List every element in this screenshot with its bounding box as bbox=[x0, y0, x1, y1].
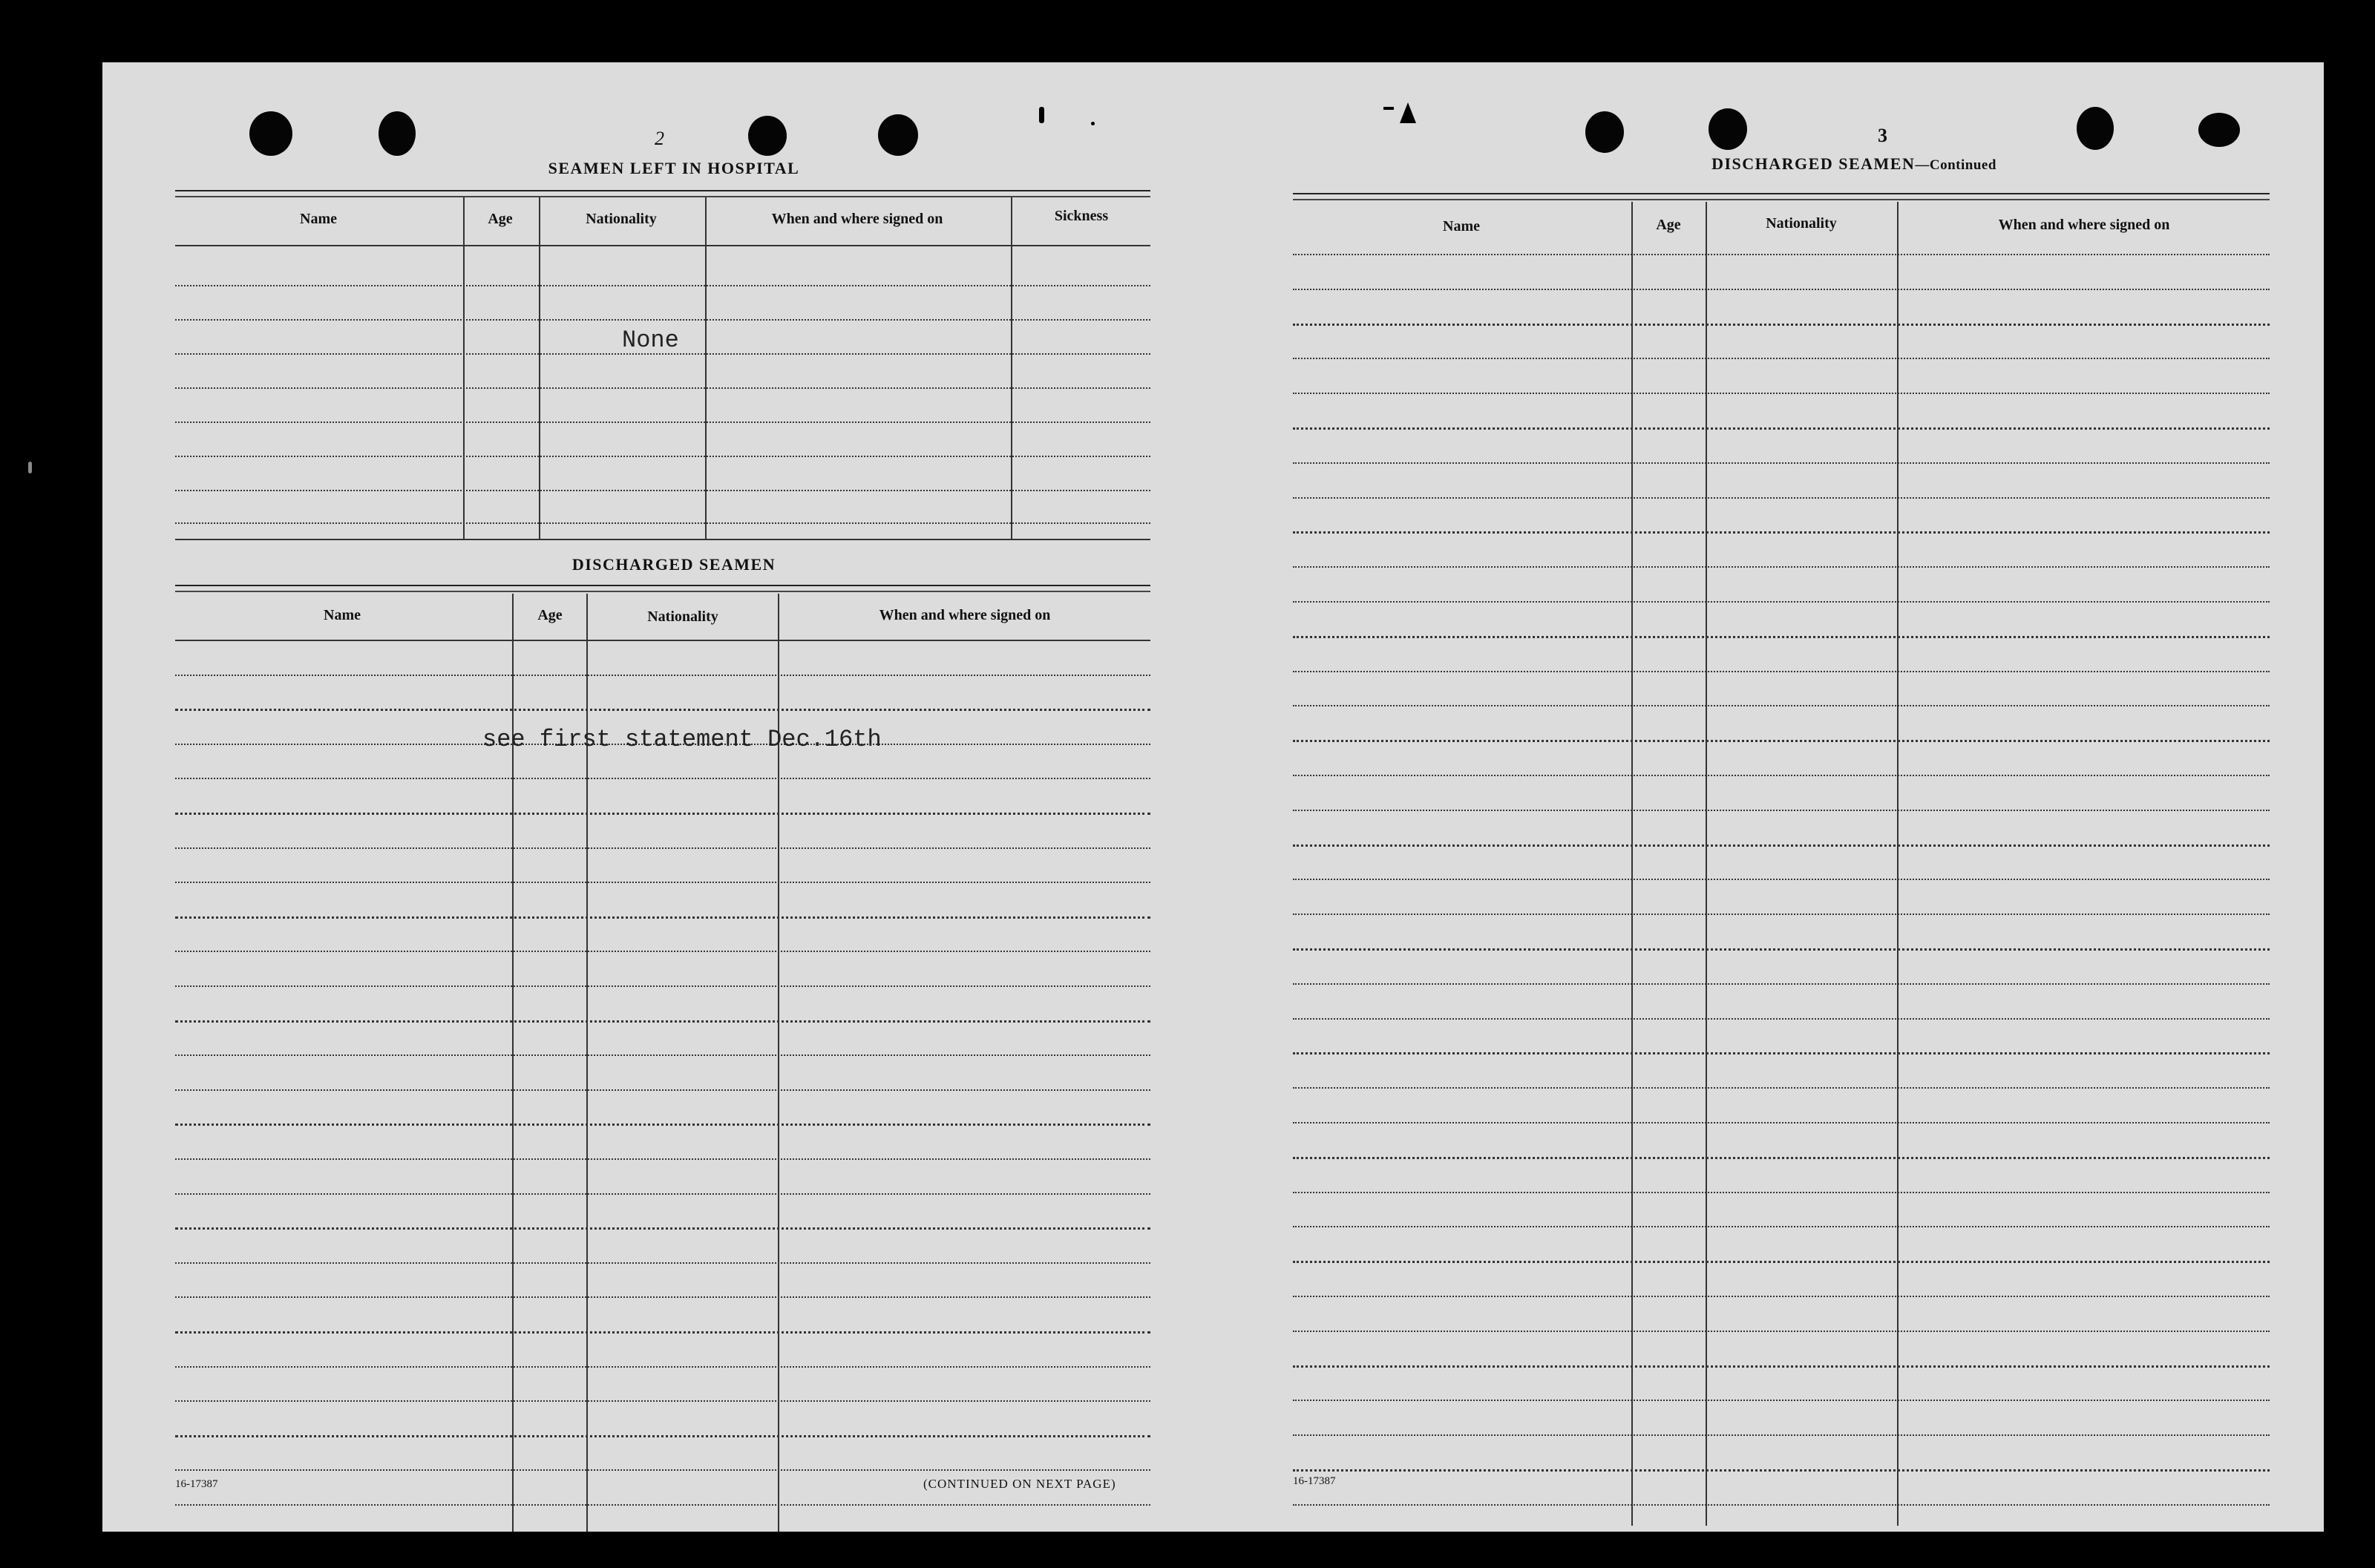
hospital-col-age: Age bbox=[488, 211, 513, 227]
ruled-row-line bbox=[1293, 497, 2270, 499]
hospital-row-line bbox=[175, 490, 1150, 491]
ruled-row-line bbox=[1293, 1365, 2270, 1368]
ruled-row-line bbox=[1293, 393, 2270, 394]
hospital-col-nationality: Nationality bbox=[586, 211, 657, 227]
punch-hole bbox=[2198, 113, 2240, 147]
ruled-row-line bbox=[1293, 671, 2270, 672]
ruled-row-line bbox=[175, 813, 1150, 815]
hospital-bottom-rule bbox=[175, 539, 1150, 540]
punch-hole bbox=[1709, 108, 1747, 150]
title-suffix: —Continued bbox=[1915, 157, 1996, 173]
ruled-row-line bbox=[175, 882, 1150, 883]
ruled-row-line bbox=[175, 1469, 1150, 1471]
ruled-row-line bbox=[1293, 1018, 2270, 1020]
ruled-row-line bbox=[175, 1435, 1150, 1437]
ruled-row-line bbox=[1293, 427, 2270, 430]
discharged-col-nationality: Nationality bbox=[647, 608, 718, 625]
punch-hole bbox=[1585, 111, 1624, 153]
ruled-row-line bbox=[1293, 289, 2270, 290]
form-number: 16-17387 bbox=[1293, 1475, 1336, 1487]
discharged-col-signed-on: When and where signed on bbox=[879, 607, 1051, 623]
hospital-header-rule bbox=[175, 190, 1150, 197]
punch-hole bbox=[878, 114, 918, 156]
ruled-row-line bbox=[175, 1504, 1150, 1506]
ruled-row-line bbox=[1293, 879, 2270, 880]
hospital-row-line bbox=[175, 456, 1150, 457]
ruled-row-line bbox=[1293, 1122, 2270, 1123]
ruled-row-line bbox=[175, 1262, 1150, 1264]
ruled-row-line bbox=[1293, 1504, 2270, 1506]
right-col-signed-on: When and where signed on bbox=[1998, 217, 2170, 233]
ruled-row-line bbox=[1293, 324, 2270, 326]
ruled-row-line bbox=[1293, 462, 2270, 464]
hospital-row-line bbox=[175, 522, 1150, 524]
hospital-row-line bbox=[175, 421, 1150, 423]
discharged-section-title: DISCHARGED SEAMEN bbox=[571, 555, 776, 574]
binding-mark bbox=[1383, 107, 1394, 110]
ruled-row-line bbox=[175, 1193, 1150, 1195]
punch-hole bbox=[249, 111, 292, 156]
ruled-row-line bbox=[175, 778, 1150, 779]
ruled-row-line bbox=[1293, 740, 2270, 742]
ruled-row-line bbox=[1293, 1331, 2270, 1332]
ruled-row-line bbox=[175, 1158, 1150, 1160]
ruled-row-line bbox=[1293, 358, 2270, 359]
hospital-col-signed-on: When and where signed on bbox=[771, 211, 943, 227]
ruled-row-line bbox=[175, 1020, 1150, 1023]
ruled-row-line bbox=[175, 1227, 1150, 1230]
punch-hole bbox=[379, 111, 416, 156]
ruled-row-line bbox=[1293, 1434, 2270, 1436]
ruled-row-line bbox=[1293, 636, 2270, 638]
ruled-row-line bbox=[1293, 913, 2270, 915]
ledger-sheet bbox=[102, 62, 2324, 1532]
binding-mark bbox=[1400, 102, 1416, 123]
hospital-column-divider bbox=[1011, 197, 1012, 539]
title-main: DISCHARGED SEAMEN bbox=[1711, 154, 1916, 173]
ruled-row-line bbox=[1293, 1226, 2270, 1227]
ruled-row-line bbox=[1293, 1400, 2270, 1401]
ruled-row-line bbox=[175, 709, 1150, 711]
hospital-section-title: SEAMEN LEFT IN HOSPITAL bbox=[548, 159, 800, 177]
punch-hole bbox=[2077, 107, 2114, 150]
hospital-col-name: Name bbox=[300, 211, 337, 227]
right-column-divider bbox=[1897, 202, 1899, 1526]
ruled-row-line bbox=[1293, 601, 2270, 603]
right-page bbox=[1223, 62, 2324, 1532]
ruled-row-line bbox=[175, 1296, 1150, 1298]
ruled-row-line bbox=[175, 985, 1150, 987]
ruled-row-line bbox=[175, 1400, 1150, 1402]
discharged-col-age: Age bbox=[537, 607, 563, 623]
hospital-row-line bbox=[175, 387, 1150, 389]
hospital-entry: None bbox=[622, 327, 679, 354]
binding-mark bbox=[1039, 107, 1044, 123]
scan-speck bbox=[28, 462, 32, 473]
punch-hole bbox=[748, 116, 787, 156]
ruled-row-line bbox=[175, 1089, 1150, 1091]
hospital-row-line bbox=[175, 245, 1150, 246]
hospital-row-line bbox=[175, 319, 1150, 321]
ruled-row-line bbox=[175, 675, 1150, 676]
ruled-row-line bbox=[1293, 1157, 2270, 1159]
ruled-row-line bbox=[1293, 775, 2270, 776]
right-col-age: Age bbox=[1656, 217, 1681, 233]
hospital-column-divider bbox=[705, 197, 707, 539]
ruled-row-line bbox=[1293, 566, 2270, 568]
ruled-row-line bbox=[1293, 1261, 2270, 1263]
continued-note: (CONTINUED ON NEXT PAGE) bbox=[923, 1477, 1116, 1491]
binding-mark bbox=[1091, 122, 1095, 125]
right-column-divider bbox=[1631, 202, 1633, 1526]
ruled-row-line bbox=[175, 1123, 1150, 1126]
right-col-name: Name bbox=[1443, 218, 1480, 234]
ruled-row-line bbox=[1293, 948, 2270, 951]
right-column-divider bbox=[1706, 202, 1707, 1526]
page-number: 3 bbox=[1878, 125, 1887, 146]
ruled-row-line bbox=[1293, 254, 2270, 255]
ruled-row-line bbox=[175, 916, 1150, 919]
ruled-row-line bbox=[1293, 983, 2270, 985]
ruled-row-line bbox=[1293, 1296, 2270, 1297]
hospital-row-line bbox=[175, 285, 1150, 286]
discharged-col-name: Name bbox=[324, 607, 361, 623]
hospital-column-divider bbox=[463, 197, 465, 539]
discharged-continued-title bbox=[1668, 154, 2040, 174]
discharged-header-rule bbox=[175, 585, 1150, 592]
ruled-row-line bbox=[175, 1366, 1150, 1368]
ruled-row-line bbox=[175, 1331, 1150, 1334]
ruled-row-line bbox=[1293, 1087, 2270, 1089]
form-number: 16-17387 bbox=[175, 1478, 218, 1490]
right-col-nationality: Nationality bbox=[1766, 215, 1837, 232]
hospital-col-sickness: Sickness bbox=[1054, 208, 1109, 224]
ruled-row-line bbox=[175, 951, 1150, 952]
ruled-row-line bbox=[1293, 1469, 2270, 1472]
ruled-row-line bbox=[1293, 844, 2270, 847]
page-number: 2 bbox=[655, 128, 664, 149]
ruled-row-line bbox=[1293, 531, 2270, 534]
ruled-row-line bbox=[1293, 810, 2270, 811]
right-header-rule bbox=[1293, 193, 2270, 200]
ruled-row-line bbox=[1293, 1192, 2270, 1193]
ruled-row-line bbox=[1293, 705, 2270, 706]
left-page bbox=[102, 62, 1223, 1532]
ruled-row-line bbox=[175, 847, 1150, 849]
hospital-column-divider bbox=[539, 197, 540, 539]
discharged-entry: see first statement Dec.16th bbox=[482, 726, 882, 753]
ruled-row-line bbox=[1293, 1052, 2270, 1054]
ruled-row-line bbox=[175, 640, 1150, 641]
ruled-row-line bbox=[175, 1054, 1150, 1056]
